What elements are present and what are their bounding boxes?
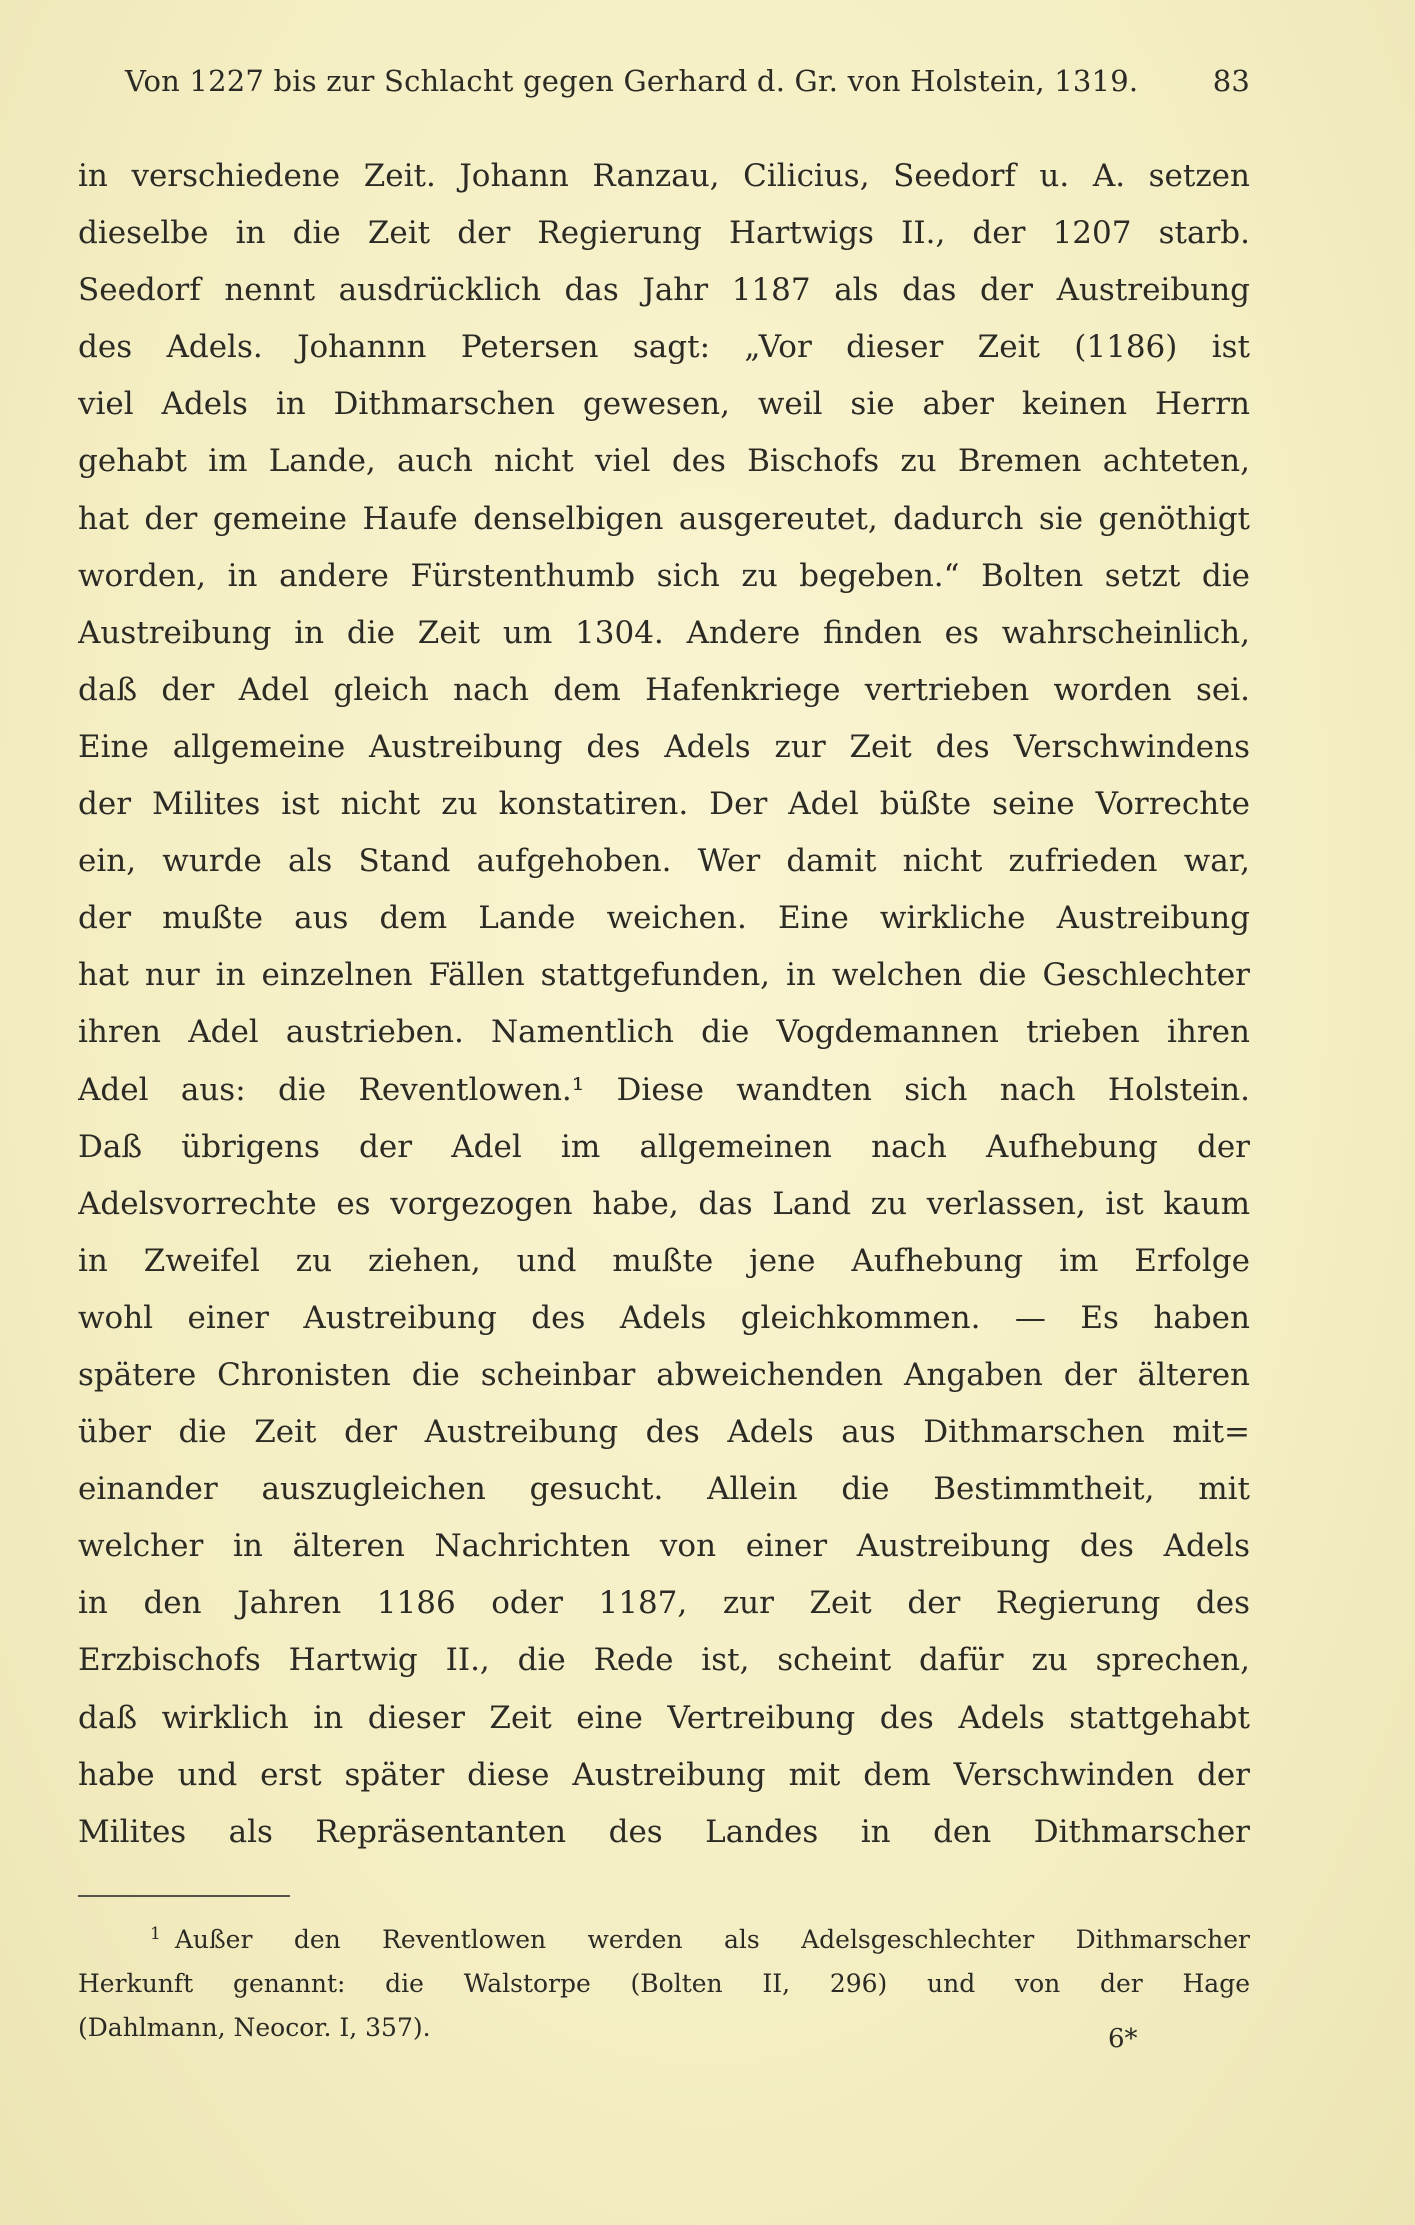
footnote-line: Herkunft genannt: die Walstorpe (Bolten II, 296) und von der Hage	[78, 1969, 1250, 1998]
footnote-marker: 1	[150, 1923, 161, 1944]
text-line: einander auszugleichen gesucht. Allein die Bestimmtheit, mit	[78, 1471, 1250, 1508]
text-line: Erzbischofs Hartwig II., die Rede ist, scheint dafür zu sprechen,	[78, 1642, 1250, 1679]
text-line: daß der Adel gleich nach dem Hafenkriege vertrieben worden sei.	[78, 671, 1250, 708]
running-title: Von 1227 bis zur Schlacht gegen Gerhard d. Gr. von Holstein, 1319.	[125, 64, 1139, 98]
text-line: über die Zeit der Austreibung des Adels aus Dithmarschen mit=	[78, 1414, 1250, 1451]
footnote-text: Außer den Reventlowen werden als Adelsgeschlechter Dithmarscher	[174, 1925, 1250, 1954]
text-line: Eine allgemeine Austreibung des Adels zur Zeit des Verschwindens	[78, 728, 1250, 765]
text-line: der mußte aus dem Lande weichen. Eine wirkliche Austreibung	[78, 900, 1250, 937]
text-line: Adelsvorrechte es vorgezogen habe, das Land zu verlassen, ist kaum	[78, 1185, 1250, 1222]
text-line: Austreibung in die Zeit um 1304. Andere finden es wahrscheinlich,	[78, 614, 1250, 651]
text-line: daß wirklich in dieser Zeit eine Vertreibung des Adels stattgehabt	[78, 1699, 1250, 1736]
signature-mark: 6*	[1108, 2024, 1138, 2054]
text-line: welcher in älteren Nachrichten von einer Austreibung des Adels	[78, 1528, 1250, 1565]
text-line: der Milites ist nicht zu konstatiren. Der Adel büßte seine Vorrechte	[78, 786, 1250, 823]
text-line: in den Jahren 1186 oder 1187, zur Zeit der Regierung des	[78, 1585, 1250, 1622]
text-line: ihren Adel austrieben. Namentlich die Vogdemannen trieben ihren	[78, 1014, 1250, 1051]
text-line: gehabt im Lande, auch nicht viel des Bischofs zu Bremen achteten,	[78, 443, 1250, 480]
text-line: Daß übrigens der Adel im allgemeinen nach Aufhebung der	[78, 1128, 1250, 1165]
text-line: des Adels. Johannn Petersen sagt: „Vor dieser Zeit (1186) ist	[78, 329, 1250, 366]
text-line: hat nur in einzelnen Fällen stattgefunden, in welchen die Geschlechter	[78, 957, 1250, 994]
text-line: Adel aus: die Reventlowen.¹ Diese wandten sich nach Holstein.	[78, 1071, 1250, 1108]
text-line: wohl einer Austreibung des Adels gleichkommen. — Es haben	[78, 1299, 1250, 1336]
footnotes	[78, 1918, 1250, 2050]
text-line: in verschiedene Zeit. Johann Ranzau, Cilicius, Seedorf u. A. setzen	[78, 158, 1250, 194]
body-text	[78, 148, 1250, 1861]
text-line: ein, wurde als Stand aufgehoben. Wer damit nicht zufrieden war,	[78, 843, 1250, 880]
text-line: Milites als Repräsentanten des Landes in den Dithmarscher	[78, 1813, 1250, 1850]
footnote-line	[78, 1918, 1250, 1962]
text-line: hat der gemeine Haufe denselbigen ausgereutet, dadurch sie genöthigt	[78, 500, 1250, 537]
text-line: dieselbe in die Zeit der Regierung Hartwigs II., der 1207 starb.	[78, 215, 1250, 252]
text-line: viel Adels in Dithmarschen gewesen, weil sie aber keinen Herrn	[78, 386, 1250, 423]
text-line: Seedorf nennt ausdrücklich das Jahr 1187 als das der Austreibung	[78, 272, 1250, 309]
footnote-line: (Dahlmann, Neocor. I, 357).	[78, 2013, 431, 2042]
text-line: habe und erst später diese Austreibung mit dem Verschwinden der	[78, 1756, 1250, 1793]
page-number: 83	[1212, 64, 1250, 98]
text-line: worden, in andere Fürstenthumb sich zu begeben.“ Bolten setzt die	[78, 557, 1250, 594]
text-line: in Zweifel zu ziehen, und mußte jene Aufhebung im Erfolge	[78, 1242, 1250, 1279]
running-head	[125, 64, 1250, 108]
footnote-divider	[78, 1895, 290, 1897]
text-line: spätere Chronisten die scheinbar abweichenden Angaben der älteren	[78, 1356, 1250, 1393]
